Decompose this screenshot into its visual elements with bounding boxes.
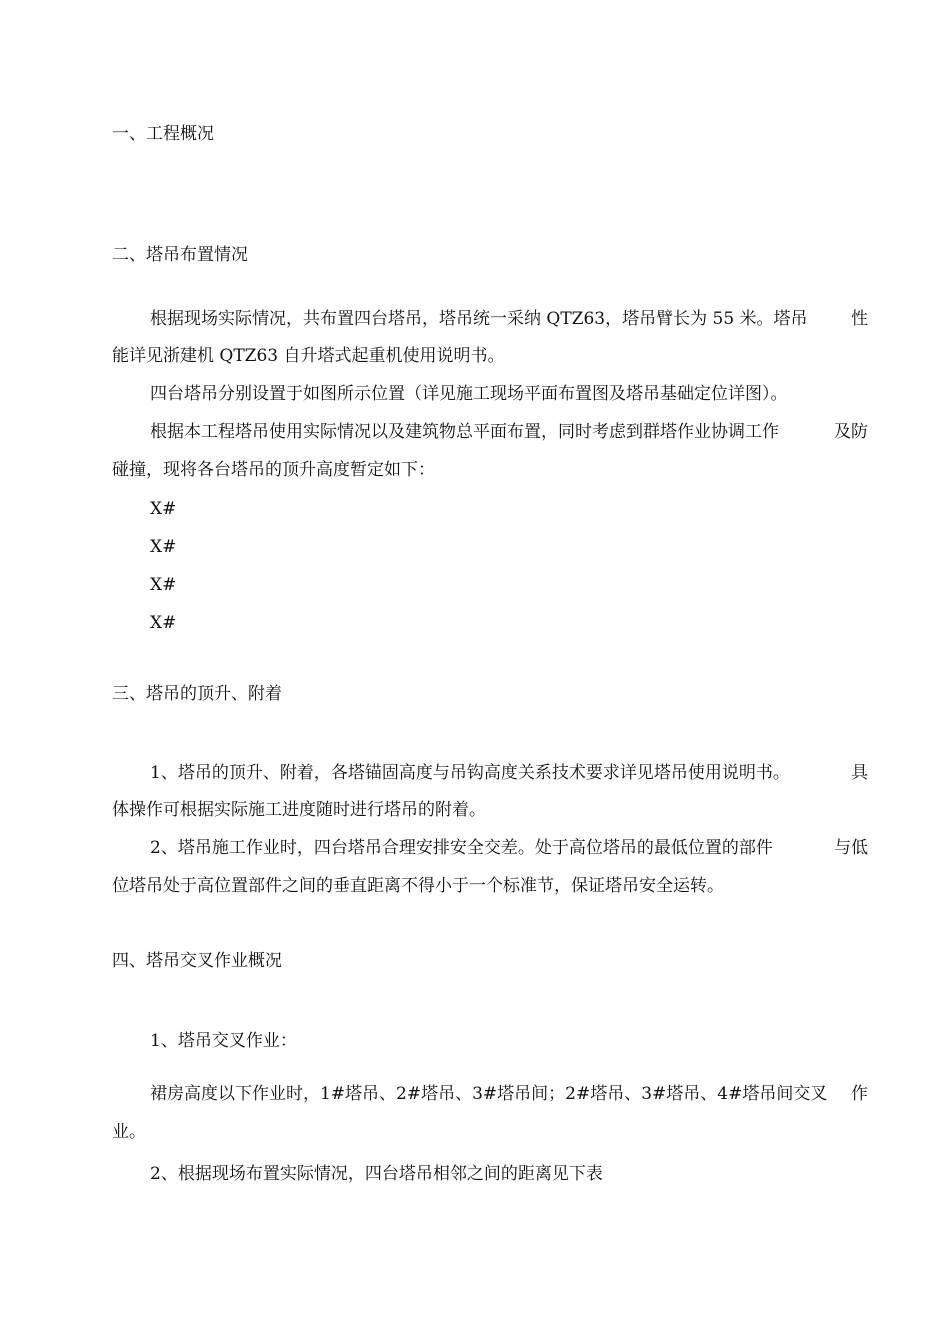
s3-paragraph-1-line-1 <box>150 763 868 783</box>
s4-item-1: 1、塔吊交叉作业： <box>150 1031 297 1051</box>
s2-paragraph-3-line-1 <box>150 422 868 442</box>
s2-paragraph-1-line-2: 能详见浙建机 QTZ63 自升塔式起重机使用说明书。 <box>112 346 505 366</box>
crane-item-2: X# <box>150 537 177 557</box>
crane-item-1: X# <box>150 499 177 519</box>
section-4-heading: 四、塔吊交叉作业概况 <box>112 951 282 971</box>
s4-p1-line1-text: 裙房高度以下作业时，1#塔吊、2#塔吊、3#塔吊间；2#塔吊、3#塔吊、4#塔吊间交叉 <box>150 1084 828 1104</box>
crane-item-3: X# <box>150 575 177 595</box>
s2-paragraph-3-line-2: 碰撞，现将各台塔吊的顶升高度暂定如下： <box>112 460 435 480</box>
s3-paragraph-2-line-1 <box>150 838 868 858</box>
s3-p2-line1-tail: 与低 <box>834 838 868 858</box>
s2-paragraph-2: 四台塔吊分别设置于如图所示位置（详见施工现场平面布置图及塔吊基础定位详图）。 <box>150 384 788 404</box>
s4-item-2: 2、根据现场布置实际情况，四台塔吊相邻之间的距离见下表 <box>150 1164 603 1184</box>
section-1-heading: 一、工程概况 <box>112 124 214 144</box>
s3-p1-line1-text: 1、塔吊的顶升、附着，各塔锚固高度与吊钩高度关系技术要求详见塔吊使用说明书。 <box>150 763 790 783</box>
s2-p1-line1-tail: 性 <box>851 309 868 329</box>
s4-paragraph-1-line-2: 业。 <box>112 1122 146 1142</box>
section-3-heading: 三、塔吊的顶升、附着 <box>112 684 282 704</box>
s2-paragraph-1-line-1 <box>150 309 868 329</box>
s2-p1-line1-text: 根据现场实际情况，共布置四台塔吊，塔吊统一采纳 QTZ63，塔吊臂长为 55 米。塔吊 <box>150 309 808 329</box>
s3-p1-line1-tail: 具 <box>851 763 868 783</box>
section-2-heading: 二、塔吊布置情况 <box>112 245 248 265</box>
s2-p3-line1-tail: 及防 <box>834 422 868 442</box>
s4-paragraph-1-line-1 <box>150 1084 868 1104</box>
s3-paragraph-2-line-2: 位塔吊处于高位置部件之间的垂直距离不得小于一个标准节，保证塔吊安全运转。 <box>112 876 724 896</box>
s3-p2-line1-text: 2、塔吊施工作业时，四台塔吊合理安排安全交差。处于高位塔吊的最低位置的部件 <box>150 838 773 858</box>
s3-paragraph-1-line-2: 体操作可根据实际施工进度随时进行塔吊的附着。 <box>112 800 486 820</box>
s4-p1-line1-tail: 作 <box>851 1084 868 1104</box>
crane-item-4: X# <box>150 613 177 633</box>
s2-p3-line1-text: 根据本工程塔吊使用实际情况以及建筑物总平面布置，同时考虑到群塔作业协调工作 <box>150 422 779 442</box>
